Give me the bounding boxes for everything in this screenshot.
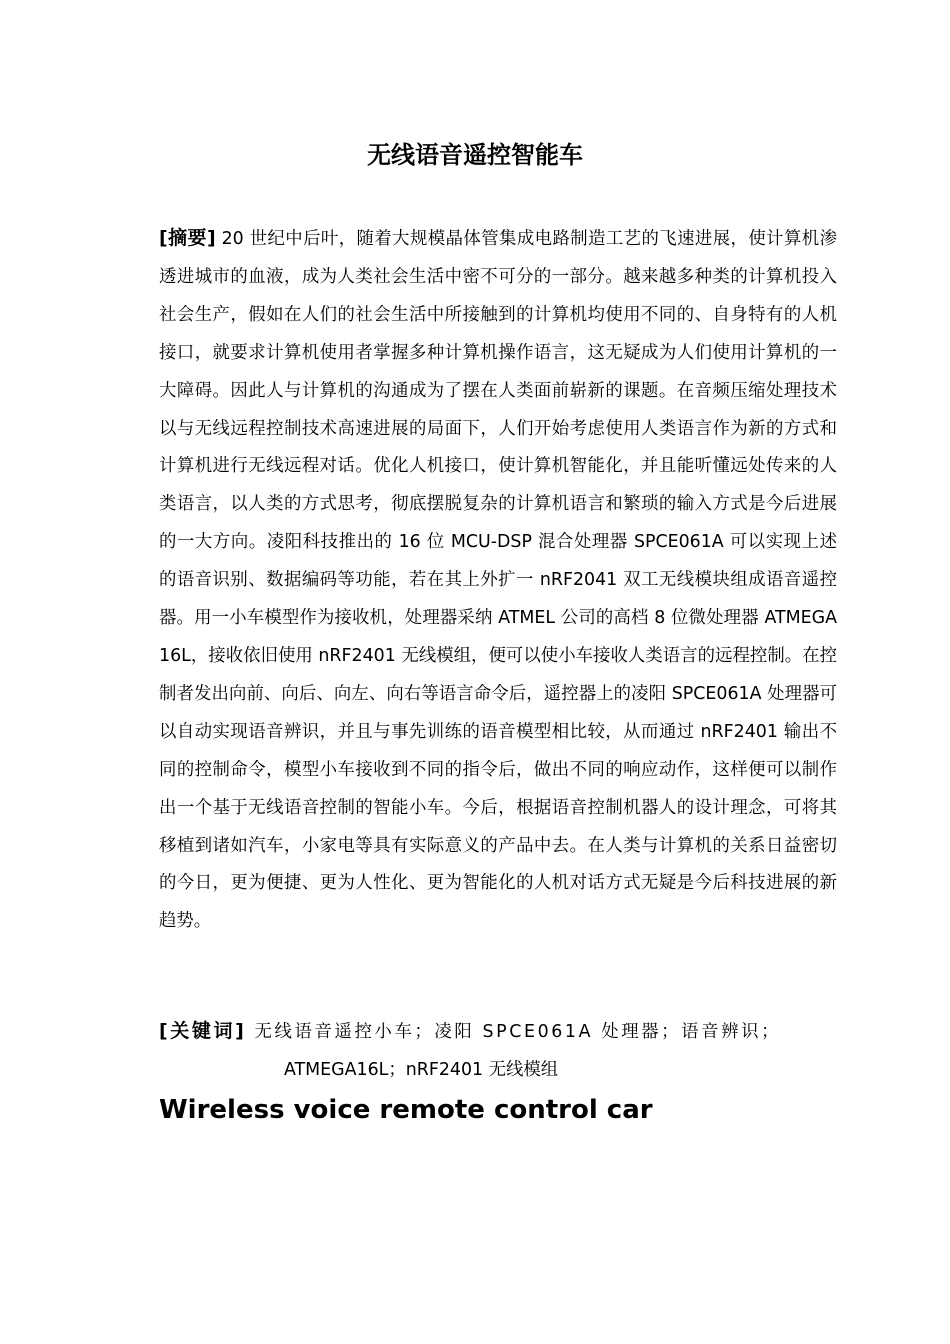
english-title: Wireless voice remote control car — [159, 1095, 653, 1125]
keywords-line-1 — [159, 1012, 849, 1051]
keywords-section — [159, 1012, 849, 1089]
keywords-text-1: 无线语音遥控小车；凌阳 SPCE061A 处理器；语音辨识； — [246, 1022, 782, 1042]
keywords-line-2: ATMEGA16L；nRF2401 无线模组 — [284, 1060, 559, 1080]
abstract-paragraph — [159, 220, 837, 941]
document-title: 无线语音遥控智能车 — [367, 141, 583, 169]
keywords-label: [关键词] — [159, 1020, 247, 1042]
abstract-label: [摘要] — [159, 227, 216, 249]
abstract-text: 20 世纪中后叶，随着大规模晶体管集成电路制造工艺的飞速进展，使计算机渗透进城市的血液，成为人类社会生活中密不可分的一部分。越来越多种类的计算机投入社会生产，假如在人们的社会生活中所接触到的计算机均使用不同的、自身特有的人机接口，就要求计算机使用者掌握多种计算机操作语言，这无疑成为人们使用计算机的一大障碍。因此人与计算机的沟通成为了摆在人类面前崭新的课题。在音频压缩处理技术以与无线远程控制技术高速进展的局面下，人们开始考虑使用人类语言作为新的方式和计算机进行无线远程对话。优化人机接口，使计算机智能化，并且能听懂远处传来的人类语言，以人类的方式思考，彻底摆脱复杂的计算机语言和繁琐的输入方式是今后进展的一大方向。凌阳科技推出的 16 位 MCU-DSP 混合处理器 SPCE061A 可以实现上述的语音识别、数据编码等功能，若在其上外扩一 nRF2041 双工无线模块组成语音遥控器。用一小车模型作为接收机，处理器采纳 ATMEL 公司的高档 8 位微处理器 ATMEGA16L，接收依旧使用 nRF2401 无线模组，便可以使小车接收人类语言的远程控制。在控制者发出向前、向后、向左、向右等语言命令后，遥控器上的凌阳 SPCE061A 处理器可以自动实现语音辨识，并且与事先训练的语音模型相比较，从而通过 nRF2401 输出不同的控制命令，模型小车接收到不同的指令后，做出不同的响应动作，这样便可以制作出一个基于无线语音控制的智能小车。今后，根据语音控制机器人的设计理念，可将其移植到诸如汽车，小家电等具有实际意义的产品中去。在人类与计算机的关系日益密切的今日，更为便捷、更为人性化、更为智能化的人机对话方式无疑是今后科技进展的新趋势。 — [159, 229, 837, 932]
